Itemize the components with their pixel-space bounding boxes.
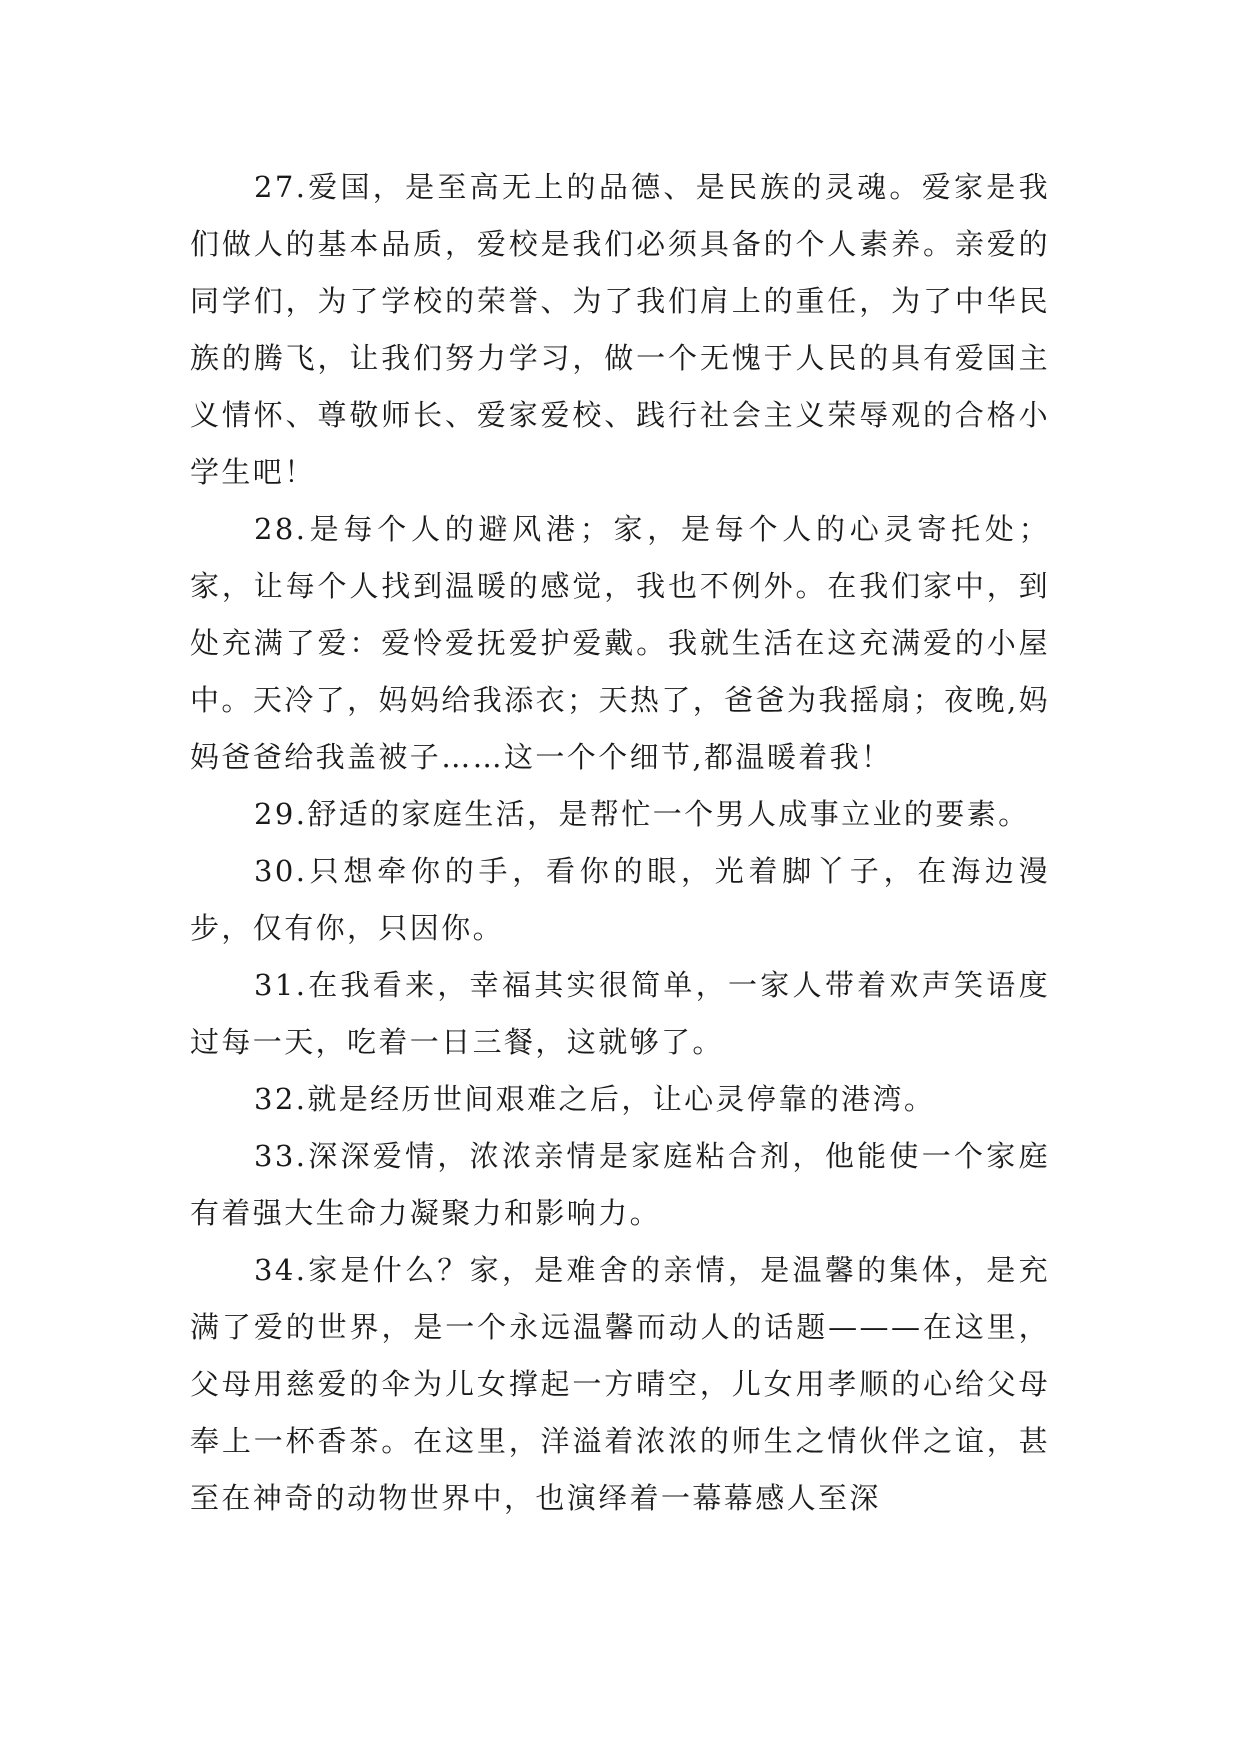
paragraph-31: 31.在我看来，幸福其实很简单，一家人带着欢声笑语度过每一天，吃着一日三餐，这就够了。 xyxy=(190,968,1050,1059)
paragraph-32: 32.就是经历世间艰难之后，让心灵停靠的港湾。 xyxy=(254,1082,936,1116)
paragraph-34: 34.家是什么？家，是难舍的亲情，是温馨的集体，是充满了爱的世界，是一个永远温馨而动人的话题———在这里，父母用慈爱的伞为儿女撑起一方晴空，儿女用孝顺的心给父母奉上一杯香茶。在这里，洋溢着浓浓的师生之情伙伴之谊，甚至在神奇的动物世界中，也演绎着一幕幕感人至深 xyxy=(190,1253,1050,1515)
paragraph-30: 30.只想牵你的手，看你的眼，光着脚丫子，在海边漫步，仅有你，只因你。 xyxy=(190,854,1050,945)
paragraph-28: 28.是每个人的避风港；家，是每个人的心灵寄托处；家，让每个人找到温暖的感觉，我也不例外。在我们家中，到处充满了爱：爱怜爱抚爱护爱戴。我就生活在这充满爱的小屋中。天冷了，妈妈给我添衣；天热了，爸爸为我摇扇；夜晚,妈妈爸爸给我盖被子……这一个个细节,都温暖着我！ xyxy=(190,512,1050,774)
paragraph-33: 33.深深爱情，浓浓亲情是家庭粘合剂，他能使一个家庭有着强大生命力凝聚力和影响力。 xyxy=(190,1139,1050,1230)
paragraph-27: 27.爱国，是至高无上的品德、是民族的灵魂。爱家是我们做人的基本品质，爱校是我们必须具备的个人素养。亲爱的同学们，为了学校的荣誉、为了我们肩上的重任，为了中华民族的腾飞，让我们努力学习，做一个无愧于人民的具有爱国主义情怀、尊敬师长、爱家爱校、践行社会主义荣辱观的合格小学生吧！ xyxy=(190,170,1050,489)
paragraph-29: 29.舒适的家庭生活，是帮忙一个男人成事立业的要素。 xyxy=(254,797,1030,831)
document-body xyxy=(190,159,1050,1527)
